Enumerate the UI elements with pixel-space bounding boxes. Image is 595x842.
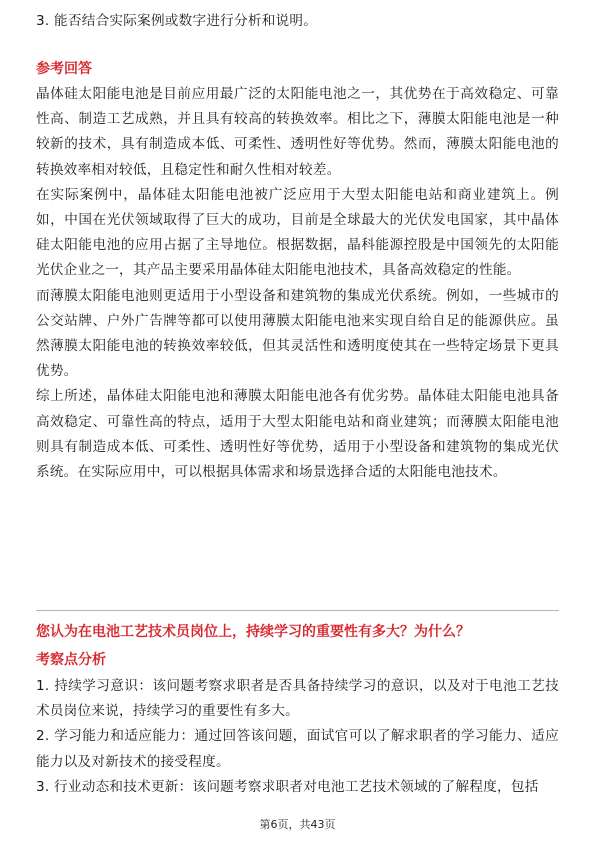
answer-paragraph: 晶体硅太阳能电池是目前应用最广泛的太阳能电池之一，其优势在于高效稳定、可靠性高、制造工艺成熟，并且具有较高的转换效率。相比之下，薄膜太阳能电池是一种较新的技术，具有制造成本低、可柔性、透明性好等优势。然而，薄膜太阳能电池的转换效率相对较低，且稳定性和耐久性相对较差。	[36, 86, 559, 178]
analysis-item: 3. 行业动态和技术更新：该问题考察求职者对电池工艺技术领域的了解程度，包括	[36, 778, 539, 795]
page-footer: 第6页，共43页	[259, 818, 336, 831]
answer-paragraph: 在实际案例中，晶体硅太阳能电池被广泛应用于大型太阳能电站和商业建筑上。例如，中国在光伏领域取得了巨大的成功，目前是全球最大的光伏发电国家，其中晶体硅太阳能电池的应用占据了主导地位。根据数据，晶科能源控股是中国领先的太阳能光伏企业之一，其产品主要采用晶体硅太阳能电池技术，具备高效稳定的性能。	[36, 186, 559, 279]
section-divider	[36, 610, 559, 611]
answer-paragraph: 综上所述，晶体硅太阳能电池和薄膜太阳能电池各有优劣势。晶体硅太阳能电池具备高效稳定、可靠性高的特点，适用于大型太阳能电站和商业建筑；而薄膜太阳能电池则具有制造成本低、可柔性、透明性好等优势，适用于小型设备和建筑物的集成光伏系统。在实际应用中，可以根据具体需求和场景选择合适的太阳能电池技术。	[36, 388, 559, 481]
analysis-item: 1. 持续学习意识：该问题考察求职者是否具备持续学习的意识，以及对于电池工艺技术员岗位来说，持续学习的重要性有多大。	[36, 678, 559, 720]
answer-heading: 参考回答	[36, 61, 92, 77]
top-list-item: 3. 能否结合实际案例或数字进行分析和说明。	[36, 13, 318, 29]
analysis-item: 2. 学习能力和适应能力：通过回答该问题，面试官可以了解求职者的学习能力、适应能力以及对新技术的接受程度。	[36, 728, 559, 770]
question-title: 您认为在电池工艺技术员岗位上，持续学习的重要性有多大？为什么？	[36, 624, 470, 640]
analysis-list	[36, 674, 559, 800]
answer-body	[36, 82, 559, 485]
answer-paragraph: 而薄膜太阳能电池则更适用于小型设备和建筑物的集成光伏系统。例如，一些城市的公交站牌、户外广告牌等都可以使用薄膜太阳能电池来实现自给自足的能源供应。虽然薄膜太阳能电池的转换效率较低，但其灵活性和透明度使其在一些特定场景下更具优势。	[36, 287, 559, 380]
analysis-heading: 考察点分析	[36, 652, 106, 668]
